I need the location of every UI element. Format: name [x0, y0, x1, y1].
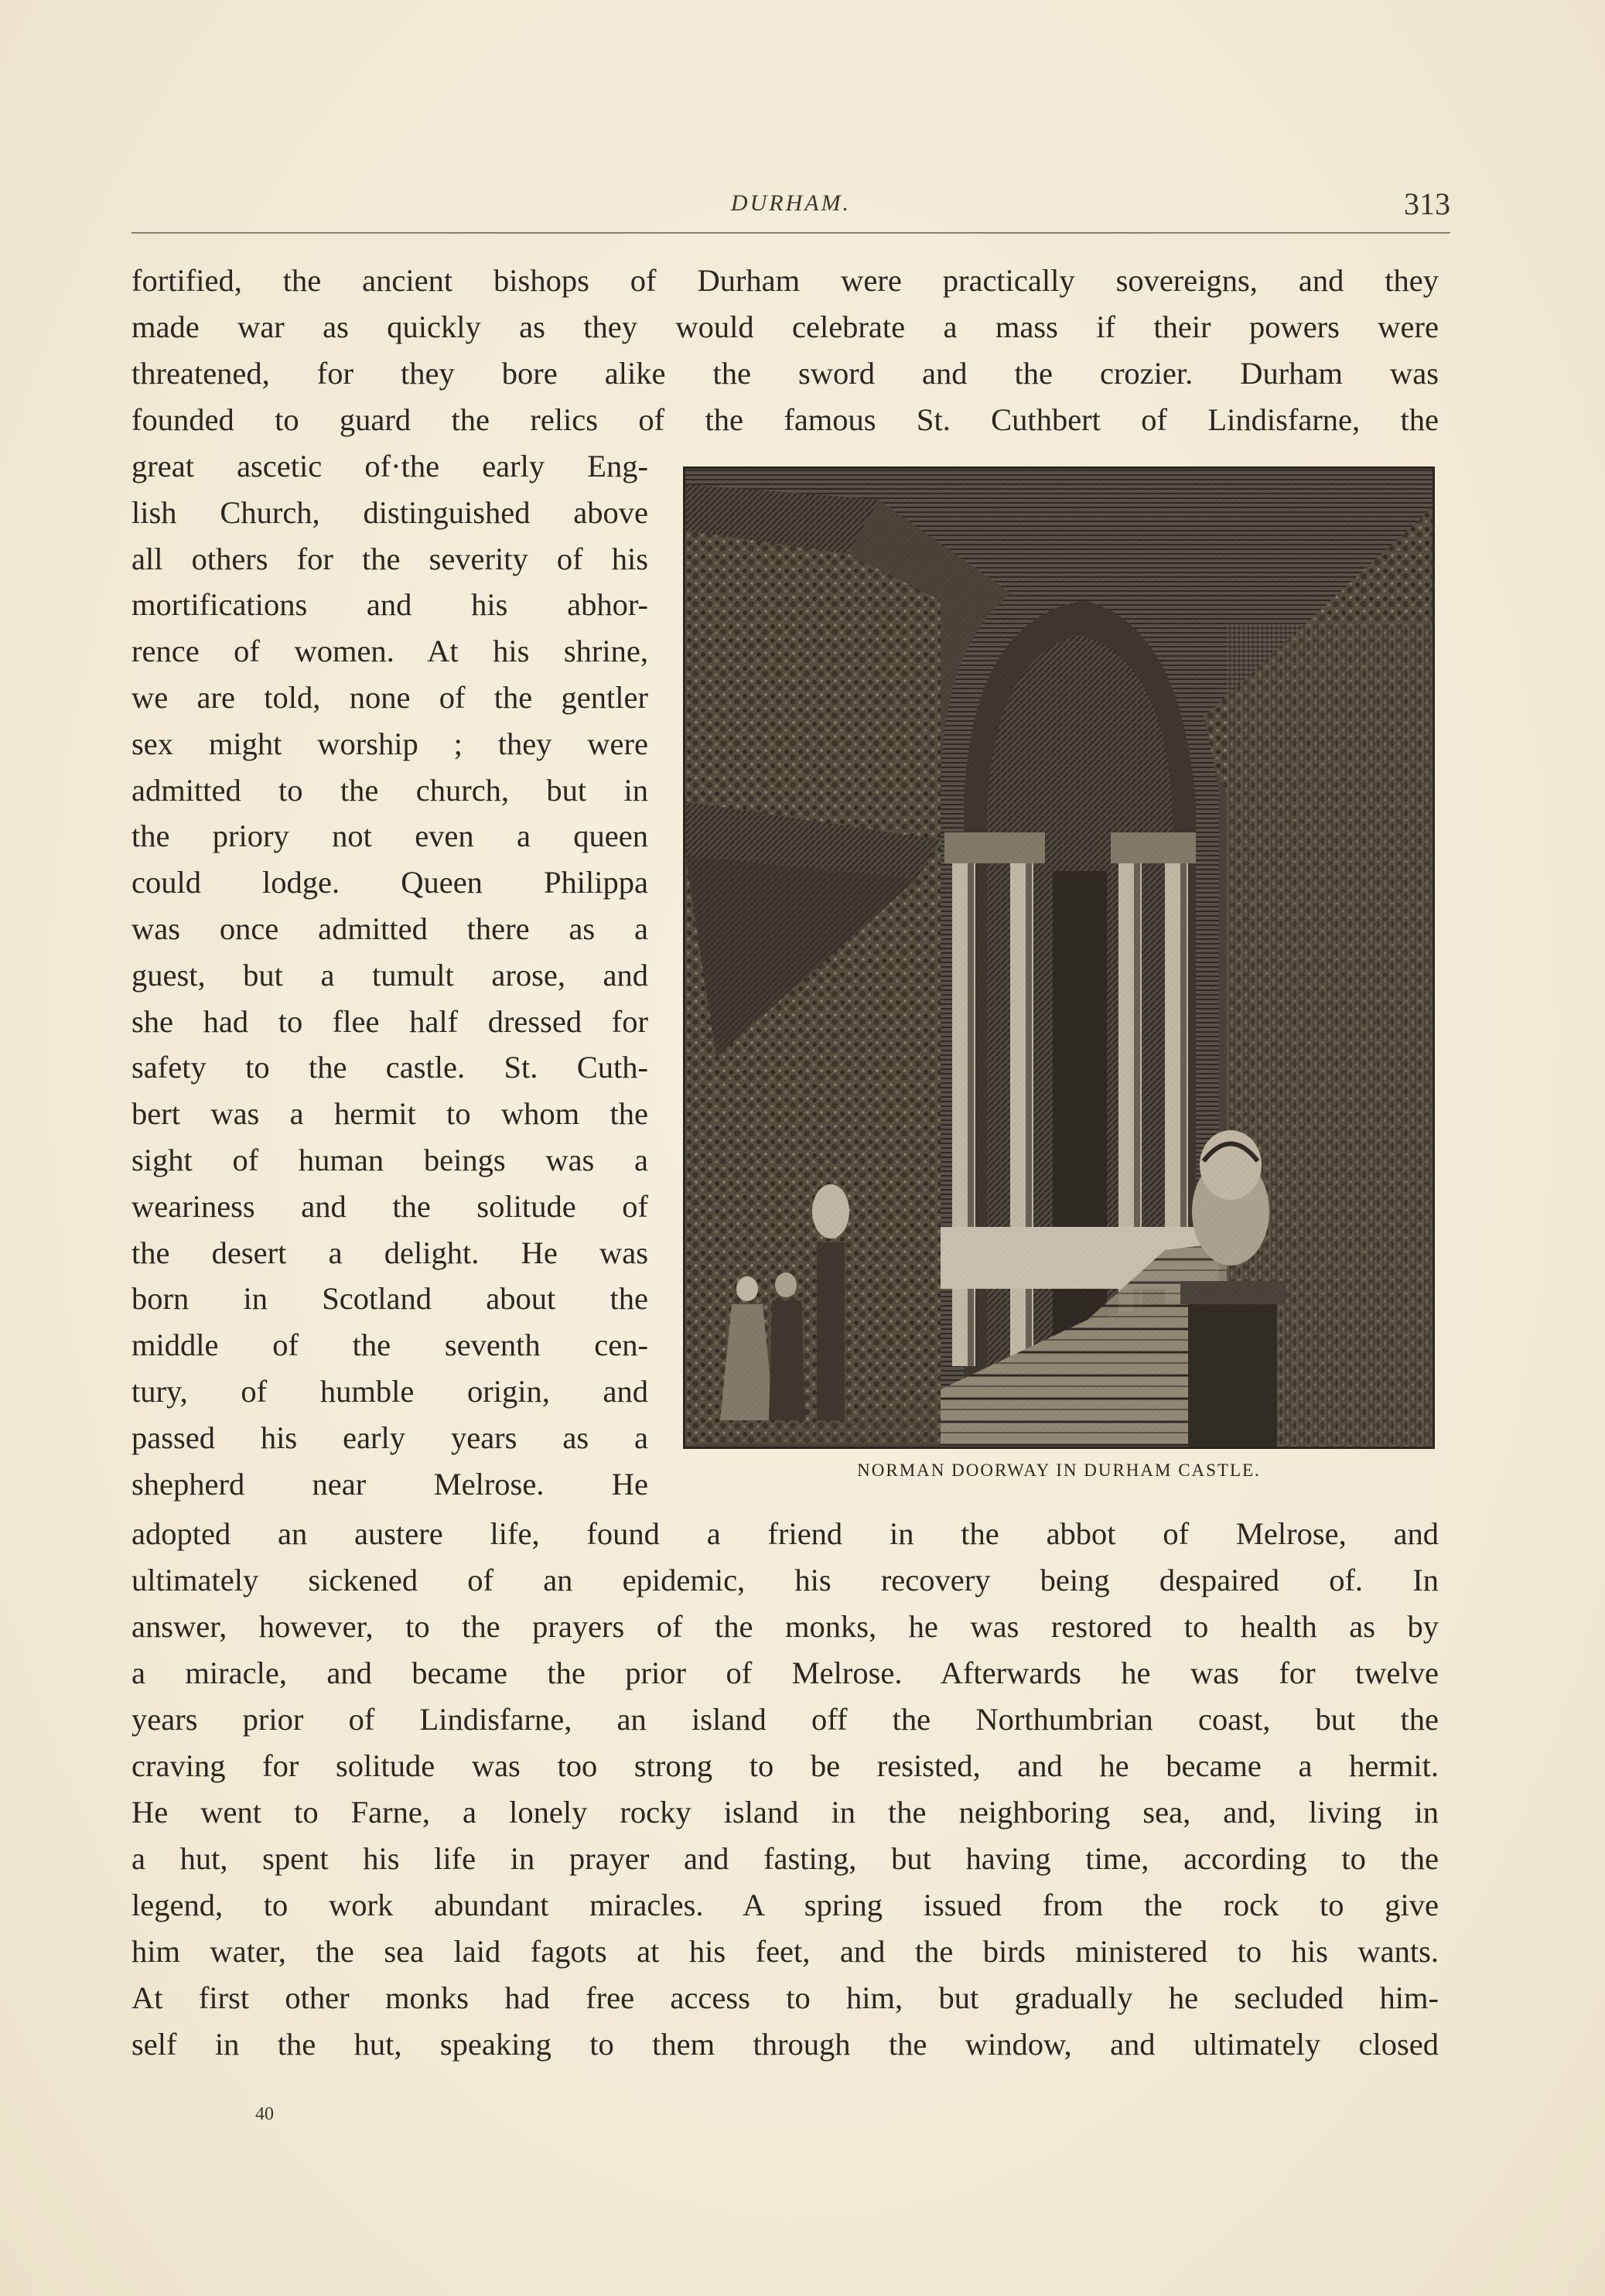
text-line: a miracle, and became the prior of Melrose. Afterwards he was for twelve	[131, 1655, 1439, 1690]
engraving-illustration	[685, 469, 1433, 1447]
text-line: years prior of Lindisfarne, an island off the Northumbrian coast, but the	[131, 1702, 1439, 1737]
text-block-beside-figure	[131, 443, 648, 1507]
running-head	[131, 186, 1450, 232]
text-line: a hut, spent his life in prayer and fasting, but having time, according to the	[131, 1841, 1439, 1876]
text-line: sight of human beings was a	[131, 1142, 648, 1177]
text-block-top	[131, 258, 1439, 443]
text-line: guest, but a tumult arose, and	[131, 957, 648, 993]
text-line: legend, to work abundant miracles. A spring issued from the rock to give	[131, 1888, 1439, 1922]
text-line: answer, however, to the prayers of the monks, he was restored to health as by	[131, 1609, 1439, 1644]
text-line: craving for solitude was too strong to be resisted, and he became a hermit.	[131, 1748, 1439, 1783]
text-line: adopted an austere life, found a friend in the abbot of Melrose, and	[131, 1516, 1439, 1551]
figure-caption: NORMAN DOORWAY IN DURHAM CASTLE.	[857, 1461, 1261, 1480]
text-line: we are told, none of the gentler	[131, 679, 648, 715]
text-line: bert was a hermit to whom the	[131, 1096, 648, 1132]
text-line: fortified, the ancient bishops of Durham were practically sovereigns, and they	[131, 263, 1439, 298]
text-line: He went to Farne, a lonely rocky island in the neighboring sea, and, living in	[131, 1795, 1439, 1830]
text-line: At first other monks had free access to him, but gradually he secluded him-	[131, 1980, 1439, 2015]
text-line: threatened, for they bore alike the sword and the crozier. Durham was	[131, 356, 1439, 391]
text-line: sex might worship ; they were	[131, 726, 648, 761]
text-line: middle of the seventh cen-	[131, 1327, 648, 1363]
text-line: passed his early years as a	[131, 1420, 648, 1455]
text-line: could lodge. Queen Philippa	[131, 865, 648, 900]
text-line: shepherd near Melrose. He	[131, 1466, 648, 1502]
text-line: the priory not even a queen	[131, 818, 648, 854]
running-title: DURHAM.	[730, 190, 852, 216]
text-block-bottom	[131, 1511, 1439, 2068]
header-rule	[131, 232, 1450, 234]
text-line: weariness and the solitude of	[131, 1188, 648, 1224]
text-line: she had to flee half dressed for	[131, 1003, 648, 1039]
text-line: admitted to the church, but in	[131, 772, 648, 808]
engraving-figure	[683, 466, 1435, 1449]
text-line: ultimately sickened of an epidemic, his recovery being despaired of. In	[131, 1563, 1439, 1597]
text-line: safety to the castle. St. Cuth-	[131, 1050, 648, 1085]
text-line: lish Church, distinguished above	[131, 494, 648, 530]
text-line: him water, the sea laid fagots at his feet, and the birds ministered to his wants.	[131, 1934, 1439, 1969]
text-line: all others for the severity of his	[131, 541, 648, 576]
text-line: great ascetic of·the early Eng-	[131, 449, 648, 483]
text-line: made war as quickly as they would celebrate a mass if their powers were	[131, 309, 1439, 344]
text-line: founded to guard the relics of the famous St. Cuthbert of Lindisfarne, the	[131, 402, 1439, 437]
signature-mark: 40	[255, 2104, 274, 2124]
text-line: the desert a delight. He was	[131, 1235, 648, 1270]
text-line: mortifications and his abhor-	[131, 587, 648, 623]
text-line: born in Scotland about the	[131, 1281, 648, 1317]
page-number: 313	[1404, 186, 1450, 221]
text-line: self in the hut, speaking to them through the window, and ultimately closed	[131, 2027, 1439, 2062]
text-line: tury, of humble origin, and	[131, 1373, 648, 1409]
text-line: rence of women. At his shrine,	[131, 634, 648, 669]
text-line: was once admitted there as a	[131, 911, 648, 946]
